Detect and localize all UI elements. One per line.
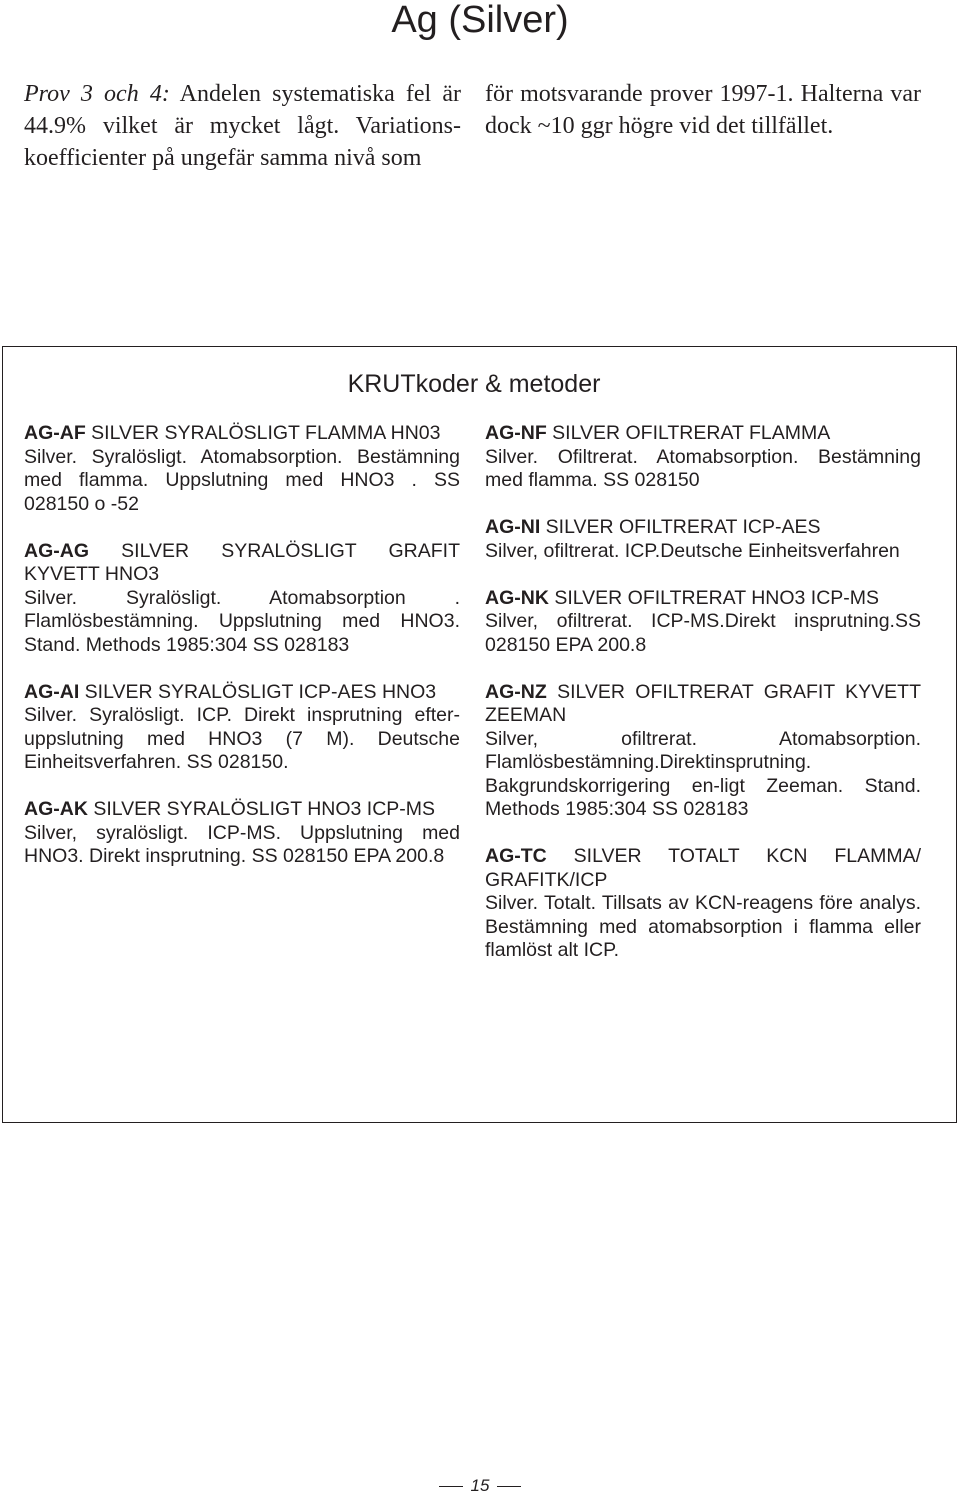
method-description: Silver, syralösligt. ICP-MS. Uppslutning med HNO3. Direkt insprutning. SS 028150 EPA 200.8	[24, 821, 460, 867]
method-description: Silver, ofiltrerat. ICP.Deutsche Einheitsverfahren	[485, 539, 900, 562]
method-title: SILVER SYRALÖSLIGT HNO3 ICP-MS	[93, 798, 436, 820]
method-entry-ag-nz	[485, 681, 921, 822]
method-code: AG-NK	[485, 586, 549, 609]
intro-left-column	[24, 78, 461, 174]
method-title: SILVER OFILTRERAT FLAMMA	[552, 422, 831, 444]
method-code: AG-AI	[24, 680, 80, 703]
method-description: Silver. Syralösligt. Atomabsorption. Bestämning med flamma. Uppslutning med HNO3 . SS 028150 o -52	[24, 445, 460, 515]
footer-rule-left	[439, 1486, 463, 1487]
method-description: Silver, ofiltrerat. Atomabsorption. Flamlösbestämning.Direktinsprutning. Bakgrundskorrigering en-ligt Zeeman. Stand. Methods 1985:304 SS 028183	[485, 727, 921, 820]
method-entry-ag-ni	[485, 516, 921, 563]
method-entry-ag-ak	[24, 798, 460, 869]
box-heading: KRUTkoder & metoder	[347, 370, 601, 398]
methods-left-column	[24, 422, 460, 892]
method-entry-ag-tc	[485, 845, 921, 963]
method-code: AG-NF	[485, 422, 547, 444]
method-title: SILVER OFILTRERAT ICP-AES	[545, 516, 821, 538]
method-title: SILVER OFILTRERAT HNO3 ICP-MS	[554, 586, 880, 609]
intro-right-column: för motsvarande prover 1997-1. Halterna var dock ~10 ggr högre vid det tillfället.	[485, 81, 921, 139]
method-title: SILVER OFILTRERAT GRAFIT KYVETT ZEEMAN	[485, 680, 921, 726]
method-entry-ag-nk	[485, 587, 921, 658]
method-description: Silver, ofiltrerat. ICP-MS.Direkt insprutning.SS 028150 EPA 200.8	[485, 610, 921, 656]
intro-lead: Prov 3 och 4:	[24, 81, 170, 107]
method-code: AG-AF	[24, 422, 86, 444]
page-title: Ag (Silver)	[391, 0, 569, 41]
method-entry-ag-af	[24, 422, 460, 516]
page-footer	[0, 1476, 960, 1496]
method-description: Silver. Syralösligt. Atomabsorption . Flamlösbestämning. Uppslutning med HNO3. Stand. Methods 1985:304 SS 028183	[24, 586, 460, 656]
method-title: SILVER SYRALÖSLIGT GRAFIT KYVETT HNO3	[24, 539, 461, 585]
footer-rule-right	[497, 1486, 521, 1487]
method-code: AG-AG	[24, 539, 89, 562]
method-title: SILVER SYRALÖSLIGT FLAMMA HN03	[91, 422, 441, 444]
methods-right-column	[485, 422, 921, 986]
method-code: AG-AK	[24, 798, 88, 820]
method-description: Silver. Syralösligt. ICP. Direkt insprutning efteruppslutning med HNO3 (7 M). Deutsche Einheitsverfahren. SS 028150.	[24, 704, 460, 773]
method-code: AG-TC	[485, 845, 547, 867]
method-entry-ag-ag	[24, 540, 460, 658]
method-description: Silver. Ofiltrerat. Atomabsorption. Bestämning med flamma. SS 028150	[485, 445, 921, 491]
page-number: 15	[470, 1476, 490, 1495]
method-entry-ag-ai	[24, 681, 460, 775]
intro-left-text: Andelen systematiska fel är 44.9% vilket är mycket lågt. Variationskoefficienter på ungefär samma nivå som	[24, 81, 461, 171]
method-description: Silver. Totalt. Tillsats av KCN-reagens före analys. Bestämning med atomabsorption i flamma eller flamlöst alt ICP.	[485, 892, 921, 961]
method-code: AG-NI	[485, 516, 541, 538]
method-title: SILVER TOTALT KCN FLAMMA/ GRAFITK/ICP	[485, 845, 921, 891]
method-entry-ag-nf	[485, 422, 921, 493]
method-code: AG-NZ	[485, 680, 547, 703]
method-title: SILVER SYRALÖSLIGT ICP-AES HNO3	[84, 680, 437, 703]
